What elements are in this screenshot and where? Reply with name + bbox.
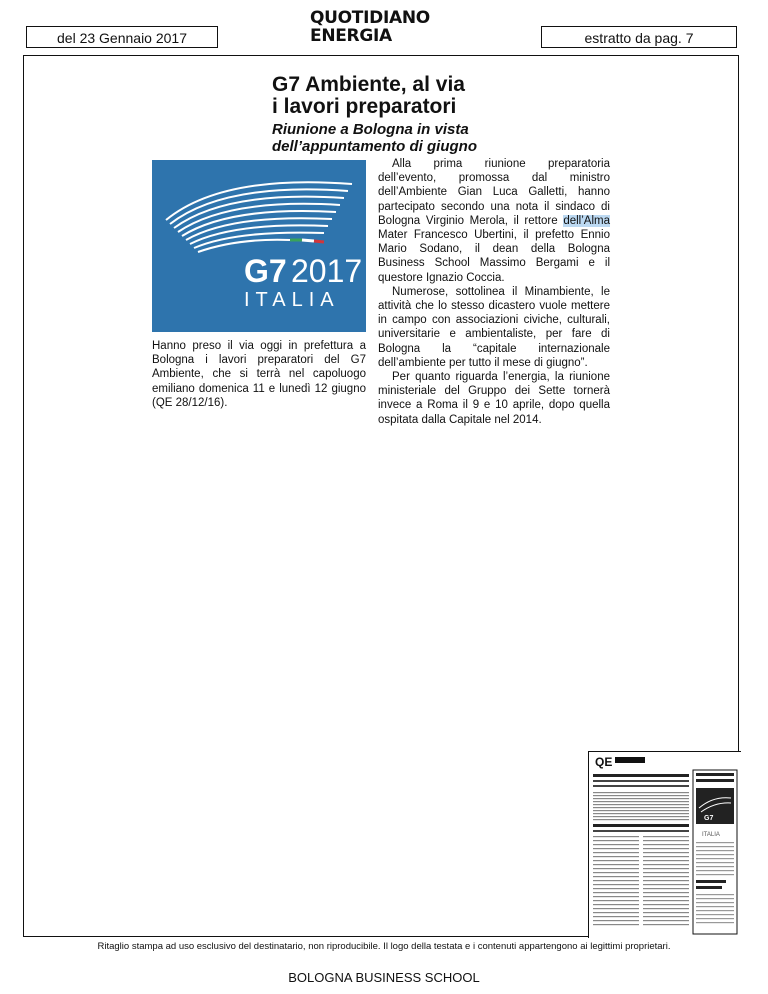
headline-line-1: G7 Ambiente, al via bbox=[272, 73, 465, 96]
masthead-line-1: QUOTIDIANO bbox=[310, 8, 430, 28]
thumb-logo-mark: G7 bbox=[704, 815, 714, 822]
footer-organization: BOLOGNA BUSINESS SCHOOL bbox=[288, 970, 480, 985]
article-body bbox=[378, 157, 610, 427]
paragraph-2: Numerose, sottolinea il Minambiente, le attività che lo stesso dicastero vuole mettere in campo con associazioni civiche, culturali, universitarie e ambientaliste, per fare di Bologna la “capitale internazionale dell’ambiente per tutto il mese di giugno”. bbox=[378, 285, 610, 369]
headline-line-2: i lavori preparatori bbox=[272, 95, 457, 118]
svg-text:QE: QE bbox=[595, 755, 613, 769]
paragraph-1 bbox=[378, 157, 610, 285]
subheadline-line-1: Riunione a Bologna in vista bbox=[272, 121, 469, 138]
logo-country: ITALIA bbox=[244, 289, 340, 311]
page-reference-box bbox=[541, 26, 737, 48]
logo-year: 2017 bbox=[291, 253, 363, 289]
copyright-disclaimer: Ritaglio stampa ad uso esclusivo del destinatario, non riproducibile. Il logo della testata e i contenuti appartengono ai legittimi proprietari. bbox=[97, 941, 671, 952]
stadium-arc-icon bbox=[152, 160, 366, 332]
subheadline-line-2: dell’appuntamento di giugno bbox=[272, 138, 477, 155]
masthead-line-2: ENERGIA bbox=[310, 26, 392, 46]
paragraph-3: Per quanto riguarda l’energia, la riunione ministeriale del Gruppo dei Sette tornerà invece a Roma il 9 e 10 aprile, dopo quella ospitata dalla Capitale nel 2014. bbox=[378, 371, 610, 426]
article-headline bbox=[272, 74, 552, 118]
page-thumbnail-icon bbox=[588, 751, 741, 938]
date-box bbox=[26, 26, 218, 48]
highlighted-text[interactable]: dell’Alma bbox=[563, 214, 610, 227]
paragraph-1-text-end: Mater Francesco Ubertini, il prefetto Ennio Mario Sodano, il dean della Bologna Business School Massimo Bergami e il questore Ignazio Coccia. bbox=[378, 229, 610, 284]
thumb-logo-country: ITALIA bbox=[702, 832, 720, 838]
paragraph-1-text: Alla prima riunione preparatoria dell’evento, promossa dal ministro dell’Ambiente Gian Luca Galletti, hanno partecipato secondo una nota il sindaco di Bologna Virginio Merola, il rettore bbox=[378, 158, 610, 227]
masthead-logo bbox=[310, 9, 460, 45]
article-subheadline bbox=[272, 121, 532, 155]
g7-logo-image bbox=[152, 160, 366, 332]
logo-mark: G7 bbox=[244, 253, 287, 289]
clip-date: del 23 Gennaio 2017 bbox=[57, 30, 187, 46]
photo-caption: Hanno preso il via oggi in prefettura a Bologna i lavori preparatori del G7 Ambiente, che si terrà nel capoluogo emiliano domenica 11 e lunedì 12 giugno (QE 28/12/16). bbox=[152, 340, 366, 409]
page-reference: estratto da pag. 7 bbox=[584, 30, 694, 46]
